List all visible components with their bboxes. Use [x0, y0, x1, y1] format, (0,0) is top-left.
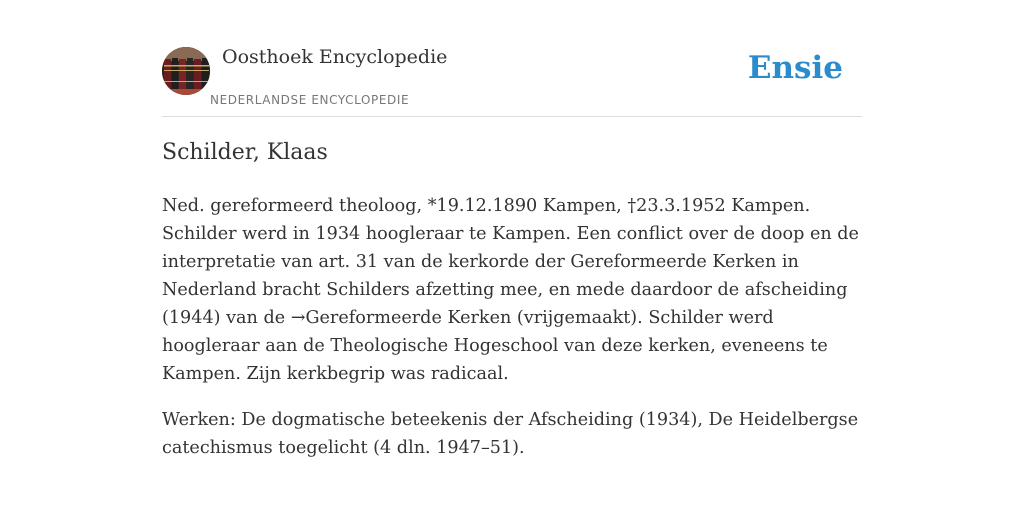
entry-paragraph: Ned. gereformeerd theoloog, *19.12.1890 Kampen, †23.3.1952 Kampen. Schilder werd in 1934 hoogleraar te Kampen. Een conflict over de doop en de interpretatie van art. 31 van de kerkorde der Gereformeerde Kerken in Nederland bracht Schilders afzetting mee, en mede daardoor de afscheiding (1944) van de →Gereformeerde Kerken (vrijgemaakt). Schilder werd hoogleraar aan de Theologische Hogeschool van deze kerken, eveneens te Kampen. Zijn kerkbegrip was radicaal.: [162, 196, 859, 384]
entry-body: [162, 192, 862, 480]
brand-logo[interactable]: Ensie: [747, 50, 843, 86]
header: [162, 46, 862, 117]
entry-paragraph: Werken: De dogmatische beteekenis der Afscheiding (1934), De Heidelbergse catechismus toegelicht (4 dln. 1947–51).: [162, 410, 859, 458]
encyclopedia-books-icon[interactable]: [162, 47, 210, 95]
source-title[interactable]: Oosthoek Encyclopedie: [222, 46, 448, 68]
entry-title: Schilder, Klaas: [162, 140, 328, 165]
source-subtitle: NEDERLANDSE ENCYCLOPEDIE: [210, 93, 410, 107]
